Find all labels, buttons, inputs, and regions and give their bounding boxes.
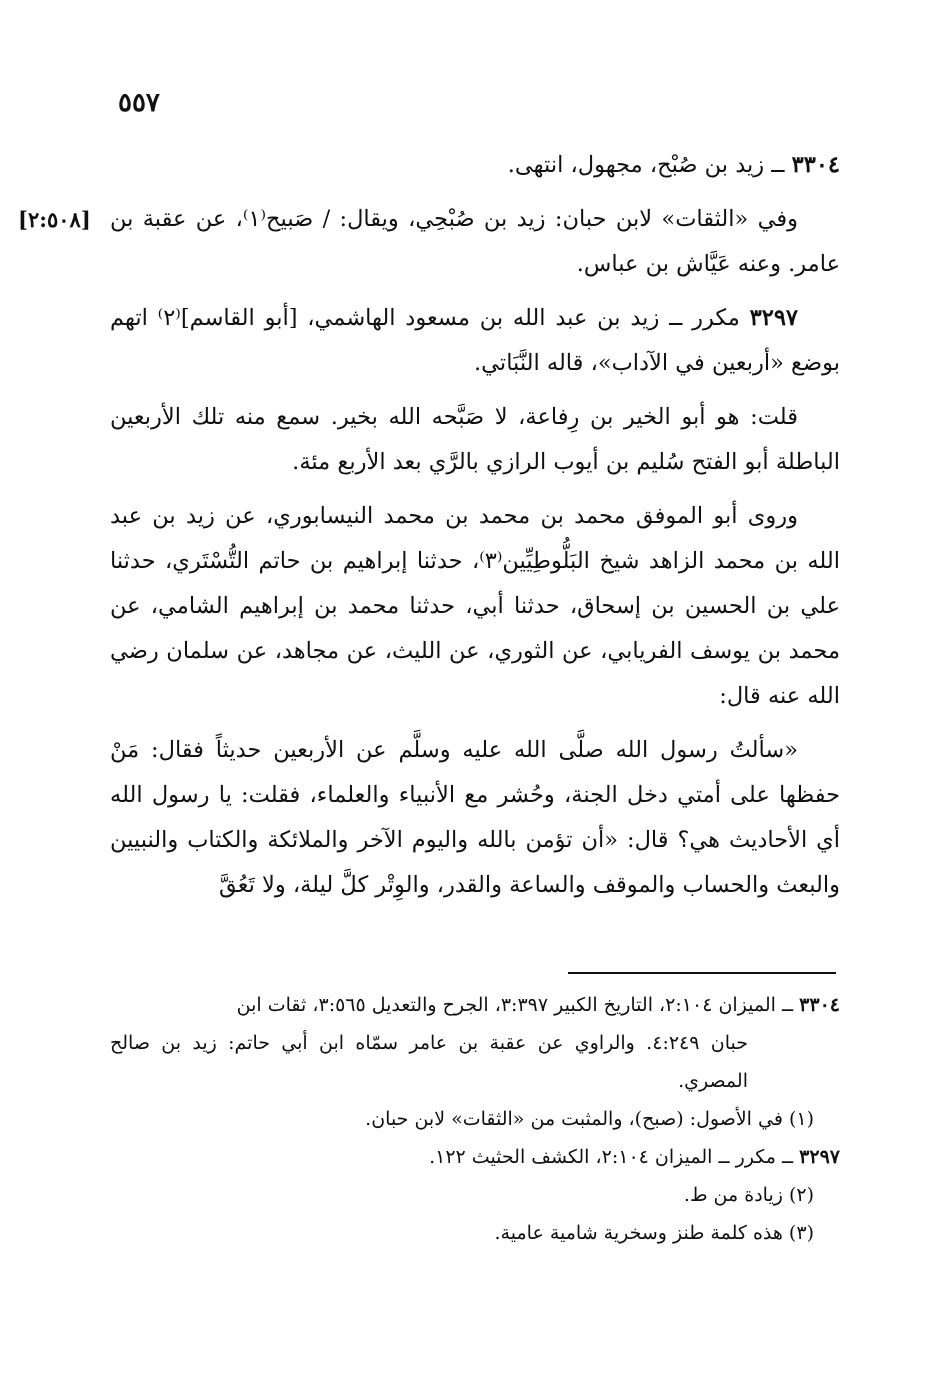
- footnote-number: ٣٣٠٤: [799, 994, 840, 1016]
- footnote-item: (٣) هذه كلمة طنز وسخرية شامية عامية.: [494, 1222, 814, 1244]
- margin-reference: [٢:٥٠٨]: [18, 207, 91, 232]
- body-paragraph: «سألتُ رسول الله صلَّى الله عليه وسلَّم عن الأربعين حديثاً فقال: مَنْ حفظها على أمتي دخل الجنة، وحُشر مع الأنبياء والعلماء، فقلت: يا رسول الله أي الأحاديث هي؟ قال: «أن تؤمن بالله واليوم الآخر والملائكة والكتاب والنبيين والبعث والحساب والموقف والساعة والقدر، والوِتْر كلَّ ليلة، ولا تَعُقَّ: [110, 737, 840, 898]
- footnote-divider: [568, 972, 836, 974]
- entry-text: مكرر ــ زيد بن عبد الله بن مسعود الهاشمي، [أبو القاسم]⁽٢⁾ اتهم بوضع «أربعين في الآداب»، قاله النَّبَاتي.: [110, 305, 840, 376]
- main-text: [110, 143, 840, 917]
- body-paragraph: قلت: هو أبو الخير بن رِفاعة، لا صَبَّحه الله بخير. سمع منه تلك الأربعين الباطلة أبو الفتح سُليم بن أيوب الرازي بالرَّي بعد الأربع مئة.: [110, 404, 840, 475]
- entry-paragraph: [110, 143, 840, 188]
- entry-text: ــ زيد بن صُبْح، مجهول، انتهى.: [507, 152, 792, 178]
- footnote-entry: [110, 1138, 840, 1176]
- footnote-lead: ــ الميزان ٢:١٠٤، التاريخ الكبير ٣:٣٩٧، الجرح والتعديل ٣:٥٦٥، ثقات ابن: [236, 994, 800, 1016]
- footnote-lead: ــ مكرر ــ الميزان ٢:١٠٤، الكشف الحثيث ١٢٢.: [429, 1146, 800, 1168]
- entry-number: ٣٣٠٤: [791, 152, 840, 178]
- page-number: ٥٥٧: [118, 88, 160, 118]
- body-paragraph: وفي «الثقات» لابن حبان: زيد بن صُبْحِي، ويقال: / صَبيح⁽١⁾، عن عقبة بن عامر. وعنه عَيَّاش بن عباس.: [110, 206, 840, 277]
- footnote-number: ٣٢٩٧: [799, 1146, 840, 1168]
- entry-number: ٣٢٩٧: [749, 305, 798, 331]
- footnote-entry: [110, 986, 840, 1100]
- entry-paragraph: [110, 296, 840, 386]
- footnote-continuation: حبان ٤:٢٤٩. والراوي عن عقبة بن عامر سمّاه ابن أبي حاتم: زيد بن صالح المصري.: [110, 1032, 749, 1092]
- body-paragraph: وروى أبو الموفق محمد بن محمد بن محمد النيسابوري، عن زيد بن عبد الله بن محمد الزاهد شيخ البَلُّوطِيِّين⁽٣⁾، حدثنا إبراهيم بن حاتم التُّسْتَري، حدثنا علي بن الحسين بن إسحاق، حدثنا أبي، حدثنا محمد بن إبراهيم الشامي، عن محمد بن يوسف الفريابي، عن الثوري، عن الليث، عن مجاهد، عن سلمان رضي الله عنه قال:: [110, 503, 840, 709]
- footnotes: [110, 986, 840, 1252]
- footnote-item: (١) في الأصول: (صبح)، والمثبت من «الثقات» لابن حبان.: [365, 1108, 814, 1130]
- footnote-item: (٢) زيادة من ط.: [683, 1184, 814, 1206]
